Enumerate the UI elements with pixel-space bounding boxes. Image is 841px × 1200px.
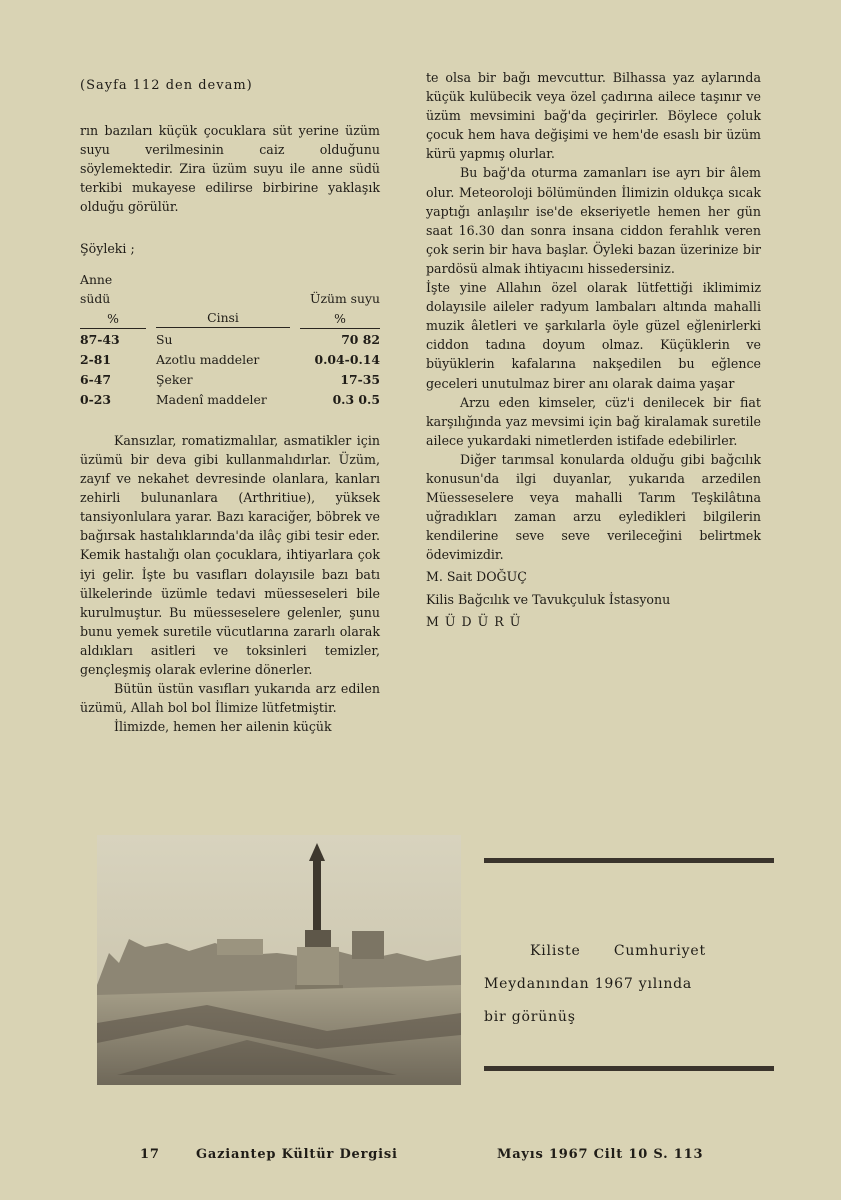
caption-line-3: bir görünüş xyxy=(484,1009,576,1025)
table-cell: Şeker xyxy=(156,371,193,387)
table-cell: 0.04-0.14 xyxy=(314,351,380,367)
composition-table xyxy=(80,270,380,409)
left-column xyxy=(80,68,380,736)
table-cell: 70 82 xyxy=(341,331,380,347)
caption-line-2: Meydanından 1967 yılında xyxy=(484,976,693,992)
table-cell: 87-43 xyxy=(80,331,120,347)
table-header-grape-juice: Üzüm suyu xyxy=(310,290,380,306)
table-header-type: Cinsi xyxy=(156,308,290,328)
right-paragraph-1: te olsa bir bağı mevcuttur. Bilhassa yaz aylarında küçük kulübecik veya özel çadırına ailece taşınır ve üzüm mevsimini bağ'da geçirirler. Böylece çoluk çocuk hem hava değişimi ve hem'de esaslı bir üzüm kürü yapmış olurlar. xyxy=(426,70,761,162)
right-paragraph-2: Bu bağ'da oturma zamanları ise ayrı bir âlem olur. Meteoroloji bölümünden İlimizin oldukça sıcak yaptığı anlaşılır ise'de ekseriyetle hemen her gün saat 16.30 dan sonra insana ciddon ferahlık veren çok serin bir hava başlar. Öyleki bazan üzerinize bir pardösü almak ihtiyacını hissedersiniz. xyxy=(426,165,761,276)
page-number: 17 xyxy=(140,1147,160,1162)
right-paragraph-4: Arzu eden kimseler, cüz'i denilecek bir fiat karşılığında yaz mevsimi için bağ kiralamak suretile ailece yukardaki nimetlerden istifade edebilirler. xyxy=(426,394,761,448)
left-paragraph-2: Kansızlar, romatizmalılar, asmatikler için üzümü bir deva gibi kullanmalıdırlar. Üzüm, zayıf ve nekahet devresinde olanlara, kanları zehirli bulunanlara (Arthritiue), yüksek tansiyonlulara yarar. Bazı karaciğer, böbrek ve bağırsak hastalıklarında'da ilâç gibi tesir eder. Kemik hastalığı olan çocuklara, ihtiyarlara çok iyi gelir. İşte bu vasıfları dolayısile bazı batı ülkelerinde üzümle tedavi müesseseleri bile kurulmuştur. Bu müesseselere gelenler, şunu bunu yemek suretile vücutlarına zararlı olarak aldıkları asitleri ve toksinleri temizler, gençleşmiş olarak evlerine dönerler. xyxy=(80,432,380,677)
caption-rule-top xyxy=(484,858,774,863)
signature-name: M. Sait DOĞUÇ xyxy=(426,569,527,585)
table-cell: 0-23 xyxy=(80,391,112,407)
signature-organization: Kilis Bağcılık ve Tavukçuluk İstasyonu xyxy=(426,591,671,607)
journal-name: Gaziantep Kültür Dergisi xyxy=(196,1147,398,1162)
photo-caption xyxy=(484,935,774,1034)
table-cell: Su xyxy=(156,331,173,347)
issue-info: Mayıs 1967 Cilt 10 S. 113 xyxy=(497,1147,704,1162)
table-header-mother-milk: Anne südü xyxy=(80,271,113,306)
left-paragraph-3: Bütün üstün vasıfları yukarıda arz edilen üzümü, Allah bol bol İlimize lütfetmiştir. xyxy=(80,681,380,716)
caption-rule-bottom xyxy=(484,1066,774,1071)
square-photograph xyxy=(97,835,461,1085)
continuation-header: (Sayfa 112 den devam) xyxy=(80,78,253,93)
table-cell: 17-35 xyxy=(340,371,380,387)
table-header-pct-right: % xyxy=(300,308,380,329)
table-header-pct-left: % xyxy=(80,308,146,329)
photo-image xyxy=(97,835,461,1085)
signature-title: MÜDÜRÜ xyxy=(426,613,527,629)
table-cell: 0.3 0.5 xyxy=(332,391,380,407)
table-cell: Azotlu maddeler xyxy=(156,351,260,367)
table-intro: Şöyleki ; xyxy=(80,240,135,256)
table-cell: 2-81 xyxy=(80,351,112,367)
table-cell: 6-47 xyxy=(80,371,112,387)
left-paragraph-4: İlimizde, hemen her ailenin küçük xyxy=(114,719,332,735)
table-cell: Madenî maddeler xyxy=(156,391,267,407)
right-paragraph-3: İşte yine Allahın özel olarak lütfettiği iklimimiz dolayısile aileler radyum lambaları altında mahalli muzik âletleri ve şarkılarla öyle güzel eğlenirlerki ciddon tadına doyum olmaz. Küçüklerin ve büyüklerin kafalarına nakşedilen bu eğlence geceleri unutulmaz birer anı olarak daima yaşar xyxy=(426,280,761,391)
left-paragraph-1: rın bazıları küçük çocuklara süt yerine üzüm suyu verilmesinin caiz olduğunu söylemektedir. Zira üzüm suyu ile anne südü terkibi mukayese edilirse birbirine yaklaşık olduğu görülür. xyxy=(80,123,380,215)
right-column xyxy=(426,68,761,631)
right-paragraph-5: Diğer tarımsal konularda olduğu gibi bağcılık konusun'da ilgi duyanlar, yukarıda arzedilen Müesseselere veya mahalli Tarım Teşkilâtına uğradıkları zaman arzu eyledikleri bilgilerin kendilerine seve seve verileceğini belirtmek ödevimizdir. xyxy=(426,451,761,563)
caption-line-1: Kiliste Cumhuriyet xyxy=(530,943,706,959)
